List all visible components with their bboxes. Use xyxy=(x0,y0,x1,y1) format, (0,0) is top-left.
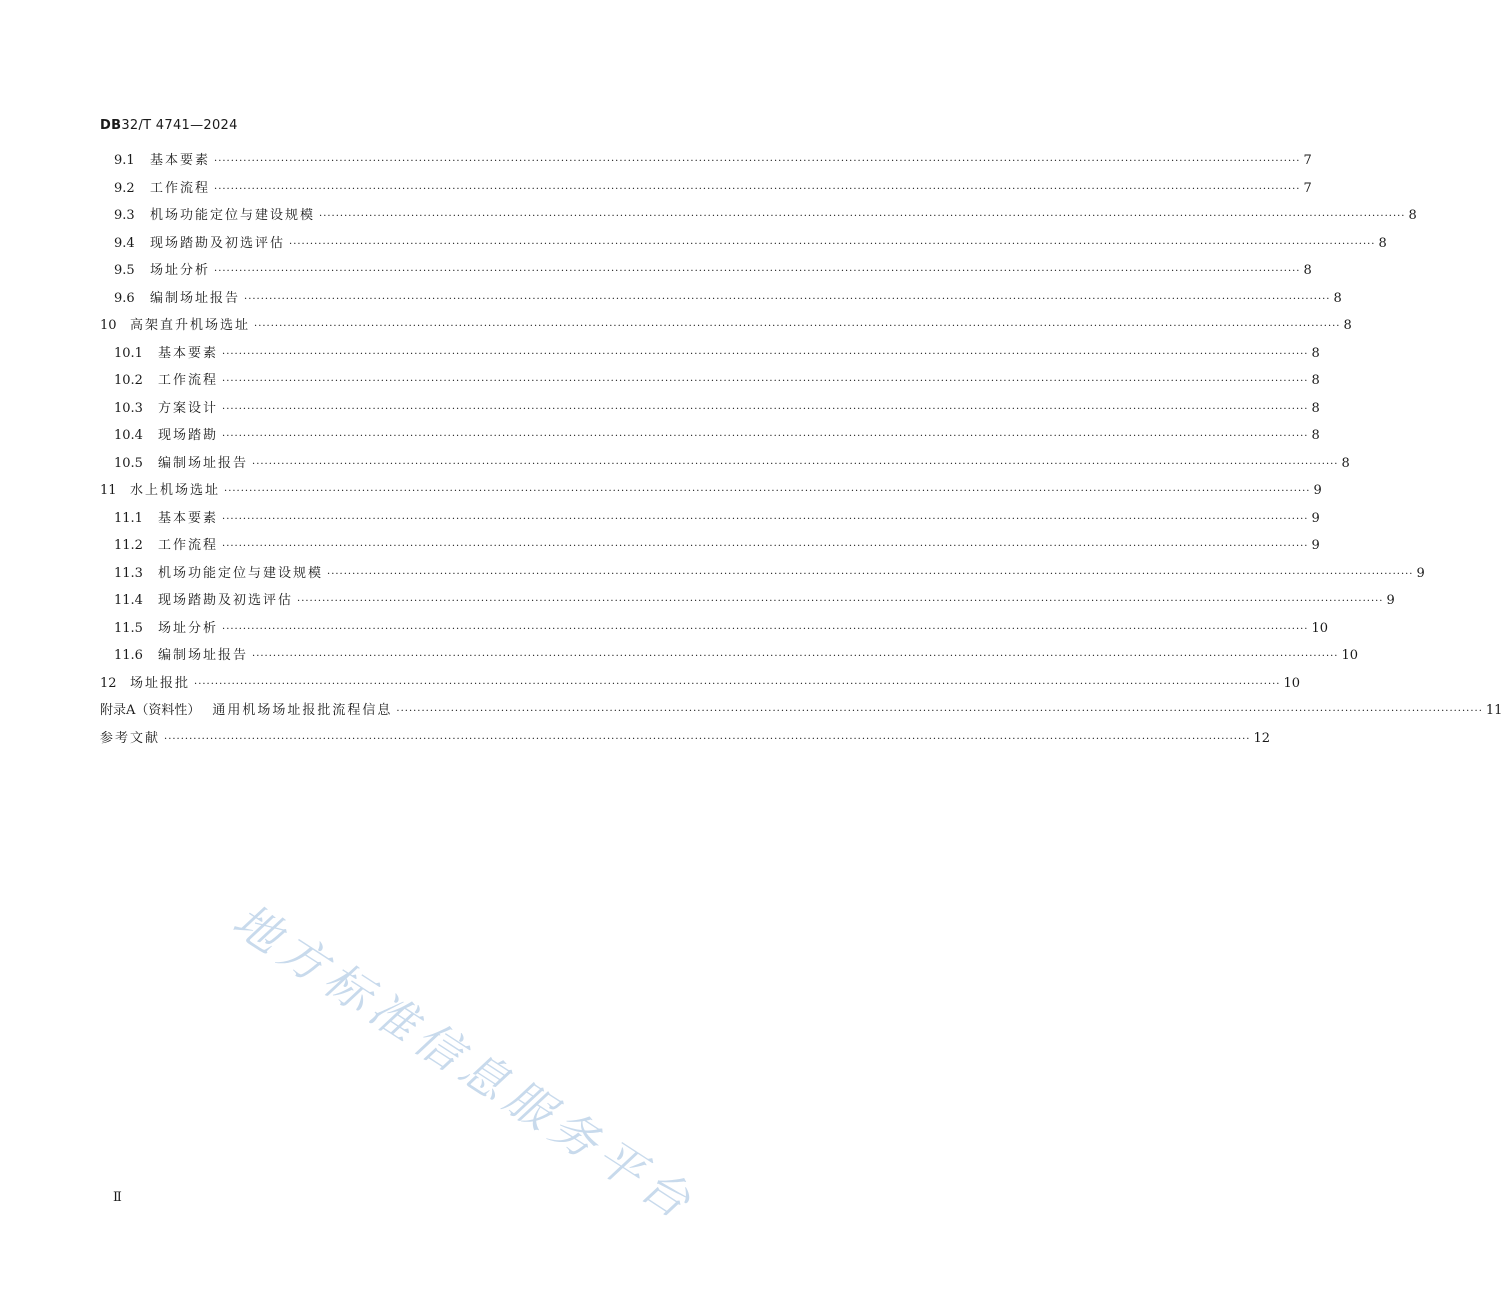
toc-entry[interactable] xyxy=(114,206,1417,226)
toc-leader-dots: ···································································································································································································································································· xyxy=(222,541,1309,552)
toc-entry-title: 工作流程 xyxy=(150,180,211,196)
toc-entry-number: 10.1 xyxy=(114,345,143,361)
toc-entry-page: 8 xyxy=(1311,400,1320,416)
toc-entry-title: 通用机场场址报批流程信息 xyxy=(212,703,393,718)
toc-entry-page: 9 xyxy=(1386,593,1395,608)
toc-entry-page: 8 xyxy=(1378,235,1387,251)
toc-entry[interactable] xyxy=(114,619,1329,639)
toc-entry[interactable] xyxy=(114,179,1312,199)
toc-entry-title: 参考文献 xyxy=(100,730,161,746)
toc-entry[interactable] xyxy=(100,701,1502,721)
toc-leader-dots: ···································································································································································································································································· xyxy=(214,183,1301,195)
toc-entry-title: 场址分析 xyxy=(150,263,211,278)
toc-leader-dots: ···································································································································································································································································· xyxy=(396,706,1483,717)
toc-entry-number: 11.2 xyxy=(114,538,143,553)
toc-entry-page: 9 xyxy=(1311,538,1320,553)
toc-entry-number: 9.4 xyxy=(114,235,135,251)
toc-entry-title: 现场踏勘及初选评估 xyxy=(150,235,286,251)
toc-entry-number: 11.1 xyxy=(114,510,143,526)
toc-entry-page: 9 xyxy=(1416,565,1425,581)
toc-entry[interactable] xyxy=(114,591,1395,611)
toc-entry-number: 9.3 xyxy=(114,208,135,223)
toc-entry[interactable] xyxy=(114,234,1387,254)
toc-leader-dots: ···································································································································································································································································· xyxy=(194,678,1281,690)
toc-entry-number: 11.5 xyxy=(114,620,143,636)
standard-prefix: DB xyxy=(100,118,122,133)
toc-leader-dots: ···································································································································································································································································· xyxy=(222,623,1309,635)
toc-entry[interactable] xyxy=(114,564,1425,584)
toc-entry[interactable] xyxy=(100,729,1271,749)
toc-leader-dots: ···································································································································································································································································· xyxy=(222,513,1309,525)
toc-entry[interactable] xyxy=(100,481,1322,501)
toc-entry-page: 7 xyxy=(1303,153,1312,168)
toc-entry-page: 9 xyxy=(1311,510,1320,526)
toc-entry-number: 9.1 xyxy=(114,153,135,168)
toc-entry-title: 基本要素 xyxy=(150,153,211,168)
toc-entry-title: 基本要素 xyxy=(158,510,219,526)
toc-entry-title: 工作流程 xyxy=(158,538,219,553)
toc-entry-number: 10.5 xyxy=(114,455,143,471)
toc-entry-page: 8 xyxy=(1333,290,1342,306)
document-code-header xyxy=(100,118,238,133)
toc-entry-page: 10 xyxy=(1311,620,1329,636)
toc-entry[interactable] xyxy=(100,674,1301,694)
toc-entry-title: 编制场址报告 xyxy=(158,648,249,663)
toc-entry-title: 现场踏勘及初选评估 xyxy=(158,593,294,608)
toc-leader-dots: ···································································································································································································································································· xyxy=(224,486,1311,497)
toc-entry-page: 8 xyxy=(1311,345,1320,361)
toc-entry-title: 编制场址报告 xyxy=(150,290,241,306)
toc-leader-dots: ···································································································································································································································································· xyxy=(244,293,1331,305)
toc-entry-title: 场址报批 xyxy=(130,675,191,691)
toc-entry-title: 方案设计 xyxy=(158,400,219,416)
toc-entry-number: 11.3 xyxy=(114,565,143,581)
toc-leader-dots: ···································································································································································································································································· xyxy=(214,266,1301,277)
toc-entry-title: 水上机场选址 xyxy=(130,483,221,498)
toc-entry-title: 工作流程 xyxy=(158,373,219,388)
toc-entry-page: 10 xyxy=(1283,675,1301,691)
toc-entry-number: 10.2 xyxy=(114,373,143,388)
toc-entry[interactable] xyxy=(114,371,1320,391)
toc-entry-page: 8 xyxy=(1341,455,1350,471)
toc-entry-page: 8 xyxy=(1303,263,1312,278)
toc-leader-dots: ···································································································································································································································································· xyxy=(289,238,1376,250)
toc-entry-title: 基本要素 xyxy=(158,345,219,361)
toc-entry-title: 场址分析 xyxy=(158,620,219,636)
toc-leader-dots: ···································································································································································································································································· xyxy=(252,458,1339,470)
toc-entry[interactable] xyxy=(114,454,1350,474)
toc-entry-title: 现场踏勘 xyxy=(158,428,219,443)
toc-entry-number: 9.5 xyxy=(114,263,135,278)
toc-leader-dots: ···································································································································································································································································· xyxy=(222,403,1309,415)
toc-leader-dots: ···································································································································································································································································· xyxy=(164,733,1251,745)
toc-entry[interactable] xyxy=(114,151,1312,171)
toc-entry[interactable] xyxy=(100,316,1352,336)
toc-leader-dots: ···································································································································································································································································· xyxy=(222,348,1309,360)
toc-entry-number: 12 xyxy=(100,675,117,691)
toc-leader-dots: ···································································································································································································································································· xyxy=(214,156,1301,167)
toc-leader-dots: ···································································································································································································································································· xyxy=(222,376,1309,387)
toc-entry-page: 7 xyxy=(1303,180,1312,196)
toc-entry-page: 8 xyxy=(1311,373,1320,388)
toc-entry-page: 9 xyxy=(1313,483,1322,498)
toc-entry-title: 机场功能定位与建设规模 xyxy=(150,208,316,223)
toc-entry-number: 11.6 xyxy=(114,648,143,663)
toc-leader-dots: ···································································································································································································································································· xyxy=(327,568,1414,580)
toc-leader-dots: ···································································································································································································································································· xyxy=(222,431,1309,442)
toc-entry[interactable] xyxy=(114,289,1342,309)
page-number-footer: Ⅱ xyxy=(113,1190,122,1205)
toc-entry-number: 附录A（资料性） xyxy=(100,703,201,718)
toc-entry-number: 11.4 xyxy=(114,593,143,608)
toc-entry-number: 10.4 xyxy=(114,428,143,443)
toc-entry-page: 11 xyxy=(1485,703,1502,718)
toc-entry-title: 编制场址报告 xyxy=(158,455,249,471)
toc-entry[interactable] xyxy=(114,399,1320,419)
toc-leader-dots: ···································································································································································································································································· xyxy=(252,651,1339,662)
toc-entry-page: 12 xyxy=(1253,730,1271,746)
toc-entry-page: 8 xyxy=(1408,208,1417,223)
toc-entry[interactable] xyxy=(114,509,1320,529)
toc-entry[interactable] xyxy=(114,261,1312,281)
standard-code: 32/T 4741—2024 xyxy=(121,118,238,133)
toc-entry-page: 8 xyxy=(1343,318,1352,333)
toc-entry[interactable] xyxy=(114,536,1320,556)
toc-entry-number: 9.2 xyxy=(114,180,135,196)
toc-leader-dots: ···································································································································································································································································· xyxy=(297,596,1384,607)
toc-entry-number: 10.3 xyxy=(114,400,143,416)
toc-entry-number: 9.6 xyxy=(114,290,135,306)
watermark: 地方标准信息服务平台 xyxy=(223,892,706,1233)
toc-entry[interactable] xyxy=(114,344,1320,364)
toc-entry-page: 8 xyxy=(1311,428,1320,443)
toc-leader-dots: ···································································································································································································································································· xyxy=(319,211,1406,222)
toc-entry-title: 高架直升机场选址 xyxy=(130,318,251,333)
toc-entry-number: 11 xyxy=(100,483,117,498)
toc-leader-dots: ···································································································································································································································································· xyxy=(254,321,1341,332)
toc-entry-number: 10 xyxy=(100,318,117,333)
toc-entry-page: 10 xyxy=(1341,648,1359,663)
toc-entry[interactable] xyxy=(114,646,1359,666)
toc-entry-title: 机场功能定位与建设规模 xyxy=(158,565,324,581)
toc-entry[interactable] xyxy=(114,426,1320,446)
